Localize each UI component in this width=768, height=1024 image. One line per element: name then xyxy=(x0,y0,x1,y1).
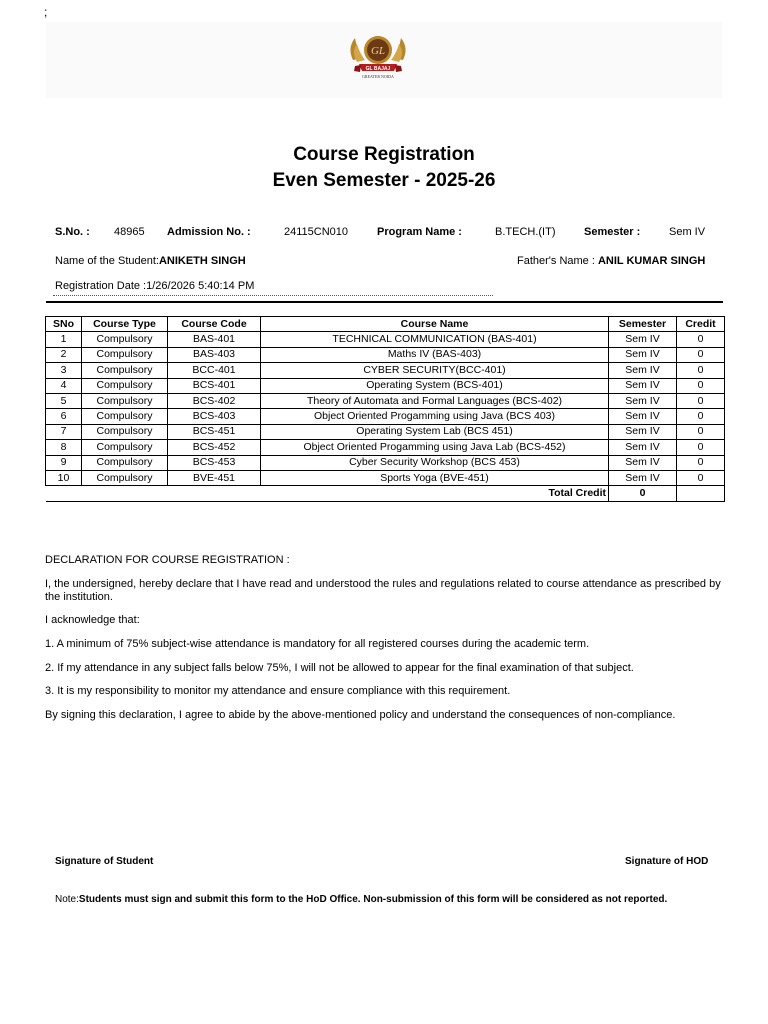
cell-course-name: Object Oriented Progamming using Java Lab (BCS-452) xyxy=(261,440,609,455)
declaration-paragraph: By signing this declaration, I agree to abide by the above-mentioned policy and understand the consequences of non-compliance. xyxy=(45,709,676,721)
cell-semester: Sem IV xyxy=(609,409,677,424)
header-course-type: Course Type xyxy=(82,317,168,332)
father-name-label: Father's Name : xyxy=(517,255,598,267)
cell-course-code: BAS-401 xyxy=(168,332,261,347)
logo-subtext: GREATER NOIDA xyxy=(362,74,394,79)
header-course-name: Course Name xyxy=(261,317,609,332)
registration-date-value: 1/26/2026 5:40:14 PM xyxy=(146,280,255,292)
cell-credit: 0 xyxy=(677,409,725,424)
page-subtitle: Even Semester - 2025-26 xyxy=(272,170,496,191)
cell-semester: Sem IV xyxy=(609,363,677,378)
admission-label: Admission No. : xyxy=(167,226,251,238)
cell-semester: Sem IV xyxy=(609,424,677,439)
table-row xyxy=(46,424,725,439)
cell-course-type: Compulsory xyxy=(82,409,168,424)
cell-semester: Sem IV xyxy=(609,393,677,408)
cell-course-name: Sports Yoga (BVE-451) xyxy=(261,470,609,485)
sno-label: S.No. : xyxy=(55,226,90,238)
cell-course-name: TECHNICAL COMMUNICATION (BAS-401) xyxy=(261,332,609,347)
page-title: Course Registration xyxy=(293,144,475,165)
cell-course-code: BCC-401 xyxy=(168,363,261,378)
cell-course-code: BVE-451 xyxy=(168,470,261,485)
cell-sno: 5 xyxy=(46,393,82,408)
student-name-value: ANIKETH SINGH xyxy=(158,255,246,267)
total-credit-empty xyxy=(677,486,725,501)
declaration-paragraph: 3. It is my responsibility to monitor my attendance and ensure compliance with this requirement. xyxy=(45,685,511,697)
cell-sno: 10 xyxy=(46,470,82,485)
cell-sno: 4 xyxy=(46,378,82,393)
logo-text: GL BAJAJ xyxy=(365,66,391,72)
cell-course-name: Maths IV (BAS-403) xyxy=(261,347,609,362)
student-name-label: Name of the Student: xyxy=(55,255,159,267)
cell-credit: 0 xyxy=(677,347,725,362)
header-credit: Credit xyxy=(677,317,725,332)
cell-course-code: BAS-403 xyxy=(168,347,261,362)
cell-sno: 8 xyxy=(46,440,82,455)
father-name-row xyxy=(517,255,705,267)
svg-text:GL: GL xyxy=(370,45,386,57)
table-row xyxy=(46,440,725,455)
top-mark: ; xyxy=(44,5,48,19)
cell-sno: 1 xyxy=(46,332,82,347)
table-row xyxy=(46,393,725,408)
cell-sno: 9 xyxy=(46,455,82,470)
cell-credit: 0 xyxy=(677,470,725,485)
program-value: B.TECH.(IT) xyxy=(495,226,556,238)
declaration-paragraph: 1. A minimum of 75% subject-wise attendance is mandatory for all registered courses during the academic term. xyxy=(45,638,590,650)
cell-course-type: Compulsory xyxy=(82,363,168,378)
course-table xyxy=(45,316,725,502)
program-label: Program Name : xyxy=(377,226,462,238)
cell-course-code: BCS-402 xyxy=(168,393,261,408)
cell-semester: Sem IV xyxy=(609,470,677,485)
hod-signature-label: Signature of HOD xyxy=(625,856,709,867)
header-course-code: Course Code xyxy=(168,317,261,332)
cell-semester: Sem IV xyxy=(609,332,677,347)
cell-credit: 0 xyxy=(677,393,725,408)
note xyxy=(55,894,667,905)
cell-credit: 0 xyxy=(677,440,725,455)
table-row xyxy=(46,347,725,362)
cell-course-name: Operating System (BCS-401) xyxy=(261,378,609,393)
student-name-row xyxy=(55,255,246,267)
table-row xyxy=(46,455,725,470)
table-row xyxy=(46,378,725,393)
cell-semester: Sem IV xyxy=(609,378,677,393)
cell-course-code: BCS-403 xyxy=(168,409,261,424)
cell-course-code: BCS-451 xyxy=(168,424,261,439)
semester-label: Semester : xyxy=(584,226,641,238)
total-credit-label: Total Credit xyxy=(46,486,609,501)
cell-course-name: Object Oriented Progamming using Java (BCS 403) xyxy=(261,409,609,424)
cell-semester: Sem IV xyxy=(609,455,677,470)
note-prefix: Note: xyxy=(55,894,79,905)
cell-sno: 3 xyxy=(46,363,82,378)
cell-sno: 2 xyxy=(46,347,82,362)
declaration-paragraph: 2. If my attendance in any subject falls below 75%, I will not be allowed to appear for the final examination of that subject. xyxy=(45,662,634,674)
cell-semester: Sem IV xyxy=(609,440,677,455)
cell-course-name: Theory of Automata and Formal Languages (BCS-402) xyxy=(261,393,609,408)
admission-value: 24115CN010 xyxy=(284,226,349,238)
cell-course-type: Compulsory xyxy=(82,455,168,470)
total-credit-value: 0 xyxy=(609,486,677,501)
cell-course-type: Compulsory xyxy=(82,470,168,485)
cell-course-name: Cyber Security Workshop (BCS 453) xyxy=(261,455,609,470)
cell-credit: 0 xyxy=(677,424,725,439)
cell-course-type: Compulsory xyxy=(82,378,168,393)
cell-course-type: Compulsory xyxy=(82,347,168,362)
cell-course-code: BCS-452 xyxy=(168,440,261,455)
cell-credit: 0 xyxy=(677,332,725,347)
college-emblem-icon xyxy=(345,30,411,80)
father-name-value: ANIL KUMAR SINGH xyxy=(597,255,706,267)
cell-credit: 0 xyxy=(677,378,725,393)
registration-date-label: Registration Date : xyxy=(55,280,147,292)
cell-credit: 0 xyxy=(677,363,725,378)
cell-course-name: CYBER SECURITY(BCC-401) xyxy=(261,363,609,378)
note-text: Students must sign and submit this form to the HoD Office. Non-submission of this form will be considered as not reported. xyxy=(78,894,668,905)
cell-course-type: Compulsory xyxy=(82,424,168,439)
table-row xyxy=(46,332,725,347)
cell-course-type: Compulsory xyxy=(82,332,168,347)
registration-date-row xyxy=(55,280,254,292)
dotted-divider xyxy=(53,295,493,296)
cell-course-type: Compulsory xyxy=(82,440,168,455)
cell-course-type: Compulsory xyxy=(82,393,168,408)
sno-value: 48965 xyxy=(114,226,145,238)
cell-course-code: BCS-453 xyxy=(168,455,261,470)
header-semester: Semester xyxy=(609,317,677,332)
declaration-heading: DECLARATION FOR COURSE REGISTRATION : xyxy=(45,554,290,566)
declaration-paragraph: I acknowledge that: xyxy=(45,614,140,626)
cell-course-code: BCS-401 xyxy=(168,378,261,393)
table-row xyxy=(46,363,725,378)
table-header-row xyxy=(46,317,725,332)
section-divider xyxy=(46,301,723,303)
table-row xyxy=(46,409,725,424)
student-signature-label: Signature of Student xyxy=(55,856,154,867)
semester-value: Sem IV xyxy=(669,226,706,238)
cell-sno: 7 xyxy=(46,424,82,439)
table-row xyxy=(46,470,725,485)
header-sno: SNo xyxy=(46,317,82,332)
cell-course-name: Operating System Lab (BCS 451) xyxy=(261,424,609,439)
cell-credit: 0 xyxy=(677,455,725,470)
cell-sno: 6 xyxy=(46,409,82,424)
declaration-paragraph: I, the undersigned, hereby declare that I have read and understood the rules and regulations related to course attendance as prescribed by the institution. xyxy=(45,578,721,603)
total-credit-row xyxy=(46,486,725,501)
cell-semester: Sem IV xyxy=(609,347,677,362)
